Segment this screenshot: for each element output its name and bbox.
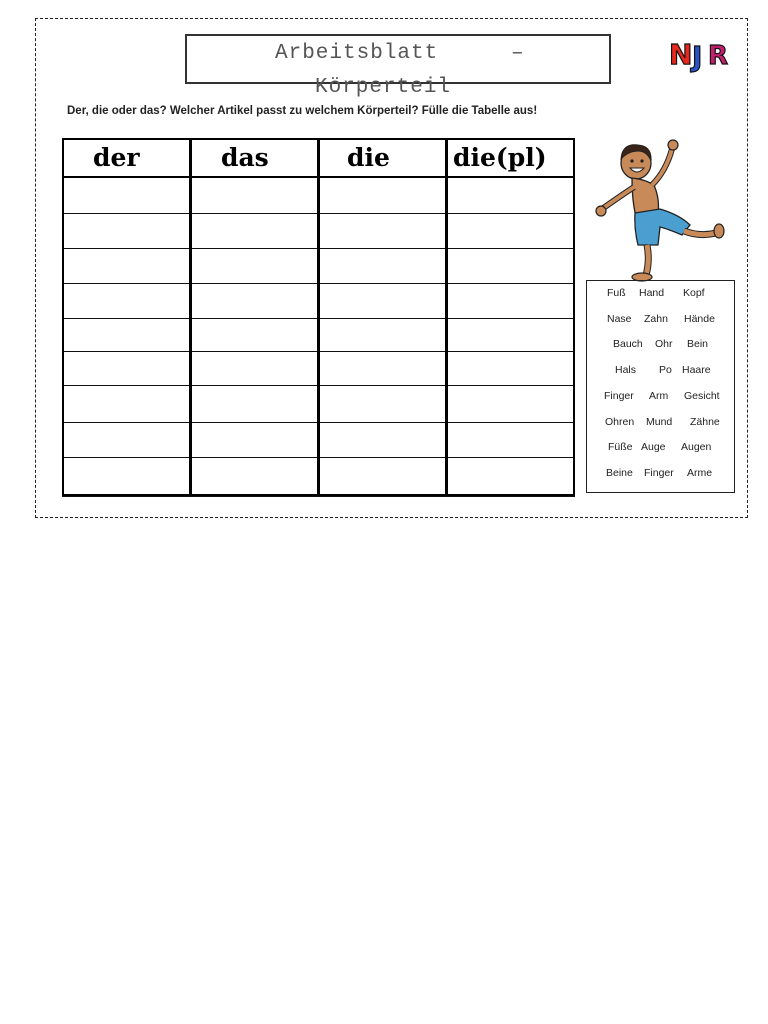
table-cell[interactable] <box>191 318 319 351</box>
word-bank-row <box>587 390 734 404</box>
table-divider <box>445 138 448 496</box>
word-bank-word: Po <box>659 364 672 377</box>
word-bank-word: Beine <box>606 466 633 479</box>
word-bank-row <box>587 287 734 301</box>
word-bank-row <box>587 416 734 430</box>
word-bank-word: Finger <box>644 466 674 479</box>
header-der: der <box>63 139 191 178</box>
table-cell[interactable] <box>447 283 575 318</box>
word-bank-row <box>587 467 734 481</box>
table-cell[interactable] <box>447 351 575 385</box>
table-cell[interactable] <box>63 318 191 351</box>
svg-text:N: N <box>669 38 693 71</box>
word-bank-word: Ohren <box>605 415 635 428</box>
word-bank-word: Finger <box>604 389 634 402</box>
word-bank-word: Fuß <box>607 287 626 299</box>
word-bank-word: Hände <box>684 312 715 325</box>
table-cell[interactable] <box>319 385 447 422</box>
table-cell[interactable] <box>319 248 447 283</box>
word-bank-word: Hals <box>615 364 637 377</box>
word-bank-word: Bauch <box>613 338 643 351</box>
svg-text:J: J <box>692 40 703 73</box>
table-cell[interactable] <box>63 213 191 248</box>
word-bank-word: Kopf <box>683 287 705 299</box>
header-das: das <box>191 139 319 178</box>
svg-text:R: R <box>708 41 729 71</box>
table-cell[interactable] <box>319 318 447 351</box>
title-dash: – <box>511 42 525 65</box>
word-bank-word: Zahn <box>644 312 668 325</box>
header-die-plural: die(pl) <box>447 139 575 178</box>
table-cell[interactable] <box>191 177 319 213</box>
table-cell[interactable] <box>191 283 319 318</box>
title-text: Arbeitsblatt <box>275 42 439 65</box>
table-cell[interactable] <box>447 213 575 248</box>
table-cell[interactable] <box>63 422 191 457</box>
word-bank-word: Nase <box>607 312 632 325</box>
word-bank-word: Hand <box>639 287 665 299</box>
word-bank-word: Zähne <box>690 415 720 428</box>
dancing-boy-illustration <box>592 135 727 283</box>
table-cell[interactable] <box>191 213 319 248</box>
table-cell[interactable] <box>63 385 191 422</box>
word-bank-row <box>587 338 734 352</box>
table-cell[interactable] <box>319 213 447 248</box>
word-bank-word: Haare <box>682 364 711 377</box>
table-cell[interactable] <box>191 351 319 385</box>
table-cell[interactable] <box>319 422 447 457</box>
word-bank-word: Bein <box>687 338 709 351</box>
word-bank-word: Auge <box>641 441 666 454</box>
table-cell[interactable] <box>447 177 575 213</box>
table-cell[interactable] <box>63 177 191 213</box>
table-cell[interactable] <box>319 283 447 318</box>
table-divider <box>189 138 192 496</box>
table-cell[interactable] <box>447 385 575 422</box>
title-box <box>185 34 611 99</box>
word-bank-word: Gesicht <box>684 389 720 402</box>
table-cell[interactable] <box>191 248 319 283</box>
table-cell[interactable] <box>447 457 575 496</box>
word-bank-row <box>587 364 734 378</box>
word-bank-row <box>587 313 734 327</box>
table-divider <box>317 138 320 496</box>
word-bank-word: Füße <box>608 441 633 454</box>
header-die: die <box>319 139 447 178</box>
word-bank-row <box>587 441 734 455</box>
table-cell[interactable] <box>447 422 575 457</box>
table-cell[interactable] <box>191 457 319 496</box>
word-bank-word: Arm <box>649 389 669 402</box>
table-cell[interactable] <box>63 457 191 496</box>
njr-logo <box>668 36 734 73</box>
word-bank-word: Augen <box>681 441 712 454</box>
table-cell[interactable] <box>63 248 191 283</box>
table-cell[interactable] <box>191 422 319 457</box>
word-bank-word: Ohr <box>655 338 673 351</box>
word-bank <box>586 280 735 493</box>
table-cell[interactable] <box>447 248 575 283</box>
instruction-text: Der, die oder das? Welcher Artikel passt zu welchem Körperteil? Fülle die Tabelle aus! <box>67 105 538 117</box>
table-cell[interactable] <box>447 318 575 351</box>
table-cell[interactable] <box>319 177 447 213</box>
table-cell[interactable] <box>63 283 191 318</box>
table-cell[interactable] <box>191 385 319 422</box>
table-cell[interactable] <box>319 351 447 385</box>
word-bank-word: Arme <box>687 466 713 479</box>
table-cell[interactable] <box>319 457 447 496</box>
word-bank-word: Mund <box>646 415 673 428</box>
title-line-2: Körperteil <box>315 76 452 99</box>
table-cell[interactable] <box>63 351 191 385</box>
